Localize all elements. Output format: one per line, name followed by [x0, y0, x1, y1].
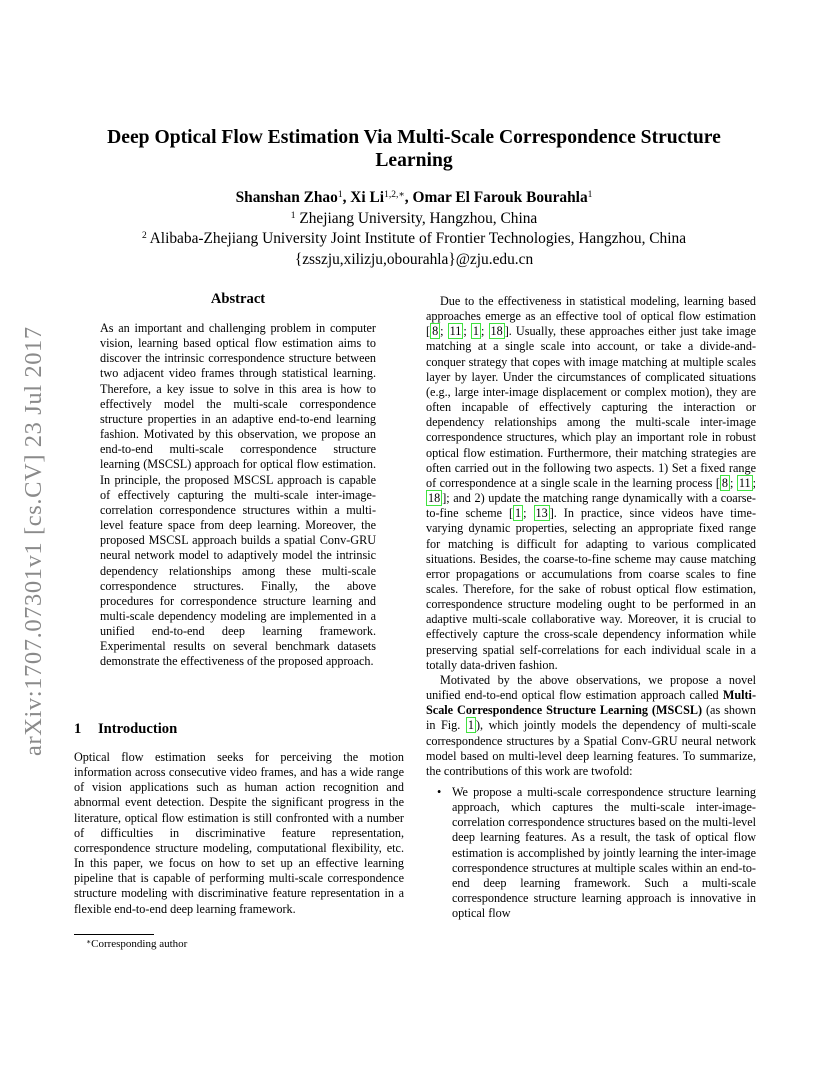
author-names	[60, 188, 768, 209]
author-name: , Xi Li	[342, 189, 385, 206]
citation-link[interactable]: 11	[738, 475, 751, 490]
text-run: Due to the effectiveness in statistical modeling, learning based approaches emerge as an effective tool of optical flow estimation [	[426, 294, 756, 339]
affiliation-mark: 1	[290, 210, 296, 221]
footnote-rule	[74, 934, 154, 935]
affiliation-text: Zhejiang University, Hangzhou, China	[295, 209, 538, 227]
contribution-list	[426, 785, 756, 921]
text-run: ]; and 2) update the matching range dynamically with a coarse-to-fine scheme [	[426, 491, 756, 521]
paragraph	[426, 673, 756, 779]
citation-link[interactable]: 18	[490, 324, 503, 339]
section-title: Introduction	[98, 721, 178, 737]
text-run: (as shown in Fig.	[426, 703, 756, 733]
author-emails: {zsszju,xilizju,obourahla}@zju.edu.cn	[294, 250, 534, 268]
author-affiliation-mark: 1	[587, 190, 593, 200]
abstract-text: As an important and challenging problem in computer vision, learning based optical flow estimation aims to discover the intrinsic correspondence structure between two adjacent video frames through statistical learning. Therefore, a key issue to solve in this area is how to effectively model the multi-scale correspondence structure properties in an adaptive end-to-end learning fashion. Motivated by this observation, we propose an end-to-end multi-scale correspondence structure learning (MSCSL) approach for optical flow estimation. In principle, the proposed MSCSL approach is capable of effectively capturing the multi-scale inter-image-correlation correspondence structures within a multi-level feature space from deep learning. Moreover, the proposed MSCSL approach builds a spatial Conv-GRU neural network model to adaptively model the intrinsic dependency relationships among these multi-scale correspondence structures. Finally, the above procedures for correspondence structure learning and multi-scale dependency modeling are implemented in a unified end-to-end deep learning framework. Experimental results on several benchmark datasets demonstrate the effectiveness of the proposed approach.	[100, 321, 376, 669]
citation-link[interactable]: 8	[721, 475, 728, 490]
author-block	[60, 188, 768, 270]
footnote-mark: ∗	[86, 937, 92, 946]
citation-link[interactable]: 13	[535, 506, 548, 521]
citation-link[interactable]: 18	[428, 491, 441, 506]
arxiv-watermark: arXiv:1707.07301v1 [cs.CV] 23 Jul 2017	[20, 326, 47, 756]
author-affiliation-mark: 1,2,∗	[384, 190, 405, 200]
affiliation-text: Alibaba-Zhejiang University Joint Institute of Frontier Technologies, Hangzhou, China	[146, 230, 687, 247]
affiliation-2	[60, 229, 768, 250]
list-item: • We propose a multi-scale correspondence structure learning approach, which captures the multi-scale inter-image-correlation correspondence structures based on the multi-level deep learning features. As a result, the task of optical flow estimation is accomplished by jointly learning the inter-image correspondence structures at multiple scales within an end-to-end deep learning framework. Such a multi-scale correspondence structure learning approach is innovative in optical flow	[452, 785, 756, 921]
text-run: Motivated by the above observations, we propose a novel unified end-to-end optical flow estimation approach called	[426, 672, 756, 703]
right-column	[426, 294, 756, 921]
text-run: ]. Usually, these approaches either just take image matching at a single scale into account, or take a divide-and-conquer strategy that copes with image matching at multiple scales layer by layer. Under the circumstances of complicated situations (e.g., large inter-image displacement or complex motion), they are often incapable of effectively capturing the interaction or dependency relationships among the multi-scale inter-image correspondence structures, which play an important role in robust optical flow estimation. Furthermore, their matching strategies are often carried out in the following two aspects. 1) Set a fixed range of correspondence at a single scale in the learning process [	[426, 324, 757, 490]
text-run: ]. In practice, since videos have time-varying dynamic properties, selecting an appropriate fixed range for matching is difficult for adapting to various complicated situations. Besides, the coarse-to-fine scheme may cause matching error propagations or accumulations from coarse scales to fine scales. Therefore, for the sake of robust optical flow estimation, correspondence structure modeling ought to be performed in an adaptive multi-scale collaborative way. Moreover, it is crucial to effectively capture the cross-scale dependency information while preserving spatial self-correlations for each individual scale in a totally data-driven fashion.	[426, 506, 757, 672]
author-name: Shanshan Zhao	[235, 189, 338, 206]
citation-link[interactable]: 11	[449, 324, 462, 339]
author-affiliation-mark: 1	[337, 190, 343, 200]
citation-link[interactable]: 8	[432, 324, 439, 339]
section-number: 1	[74, 721, 82, 737]
method-name: Multi-Scale Correspondence Structure Learning (MSCSL)	[426, 688, 756, 718]
footnote-text: Corresponding author	[91, 938, 188, 950]
paragraph: Due to the effectiveness in statistical modeling, learning based approaches emerge as an effective tool of optical flow estimation [ 8 ; 11 ; 1 ; 18 ]. Usually, these approaches either just take image matching at a single scale into account, or take a divide-and-conquer strategy that copes with image matching at multiple scales layer by layer. Under the circumstances of complicated situations (e.g., large inter-image displacement or complex motion), they are often incapable of effectively capturing the interaction or dependency relationships among the multi-scale inter-image correspondence structures, which play an important role in robust optical flow estimation. Furthermore, their matching strategies are often carried out in the following two aspects. 1) Set a fixed range of correspondence at a single scale in the learning process [ 8 ; 11 ; 18 ]; and 2) update the matching range dynamically with a coarse-to-fine scheme [ 1 ; 13 ]. In practice, since videos have time-varying dynamic properties, selecting an appropriate fixed range for matching is difficult for adapting to various complicated situations. Besides, the coarse-to-fine scheme may cause matching error propagations or accumulations from coarse scales to fine scales. Therefore, for the sake of robust optical flow estimation, correspondence structure modeling ought to be performed in an adaptive multi-scale collaborative way. Moreover, it is crucial to effectively capture the cross-scale dependency information while preserving spatial self-correlations for each individual scale in a totally data-driven fashion.	[426, 294, 757, 672]
paper-title: Deep Optical Flow Estimation Via Multi-Scale Correspondence Structure Learning	[107, 127, 721, 171]
citation-link[interactable]: 1	[472, 324, 479, 339]
abstract-heading: Abstract	[210, 291, 266, 307]
citation-link[interactable]: 1	[515, 506, 522, 521]
author-name: , Omar El Farouk Bourahla	[404, 189, 588, 206]
intro-paragraph: Optical flow estimation seeks for perceiving the motion information across consecutive video frames, and has a wide range of vision applications such as human action recognition and abnormal event detection. Despite the significant progress in the literature, optical flow estimation is still confronted with a number of difficulties in discriminative feature representation, correspondence structure modeling, computational flexibility, etc. In this paper, we focus on how to set up an effective learning pipeline that is capable of performing multi-scale correspondence structure modeling with discriminative feature representation in a flexible end-to-end deep learning framework.	[74, 750, 404, 916]
text-run: ), which jointly models the dependency of multi-scale correspondence structures by a Spatial Conv-GRU neural network model based on multi-level deep learning features. To summarize, the contributions of this work are twofold:	[426, 718, 756, 778]
section-heading	[74, 721, 177, 738]
affiliation-mark: 2	[141, 231, 147, 241]
affiliation-1	[60, 209, 768, 230]
figure-link[interactable]: 1	[467, 718, 474, 733]
footnote	[86, 938, 187, 950]
